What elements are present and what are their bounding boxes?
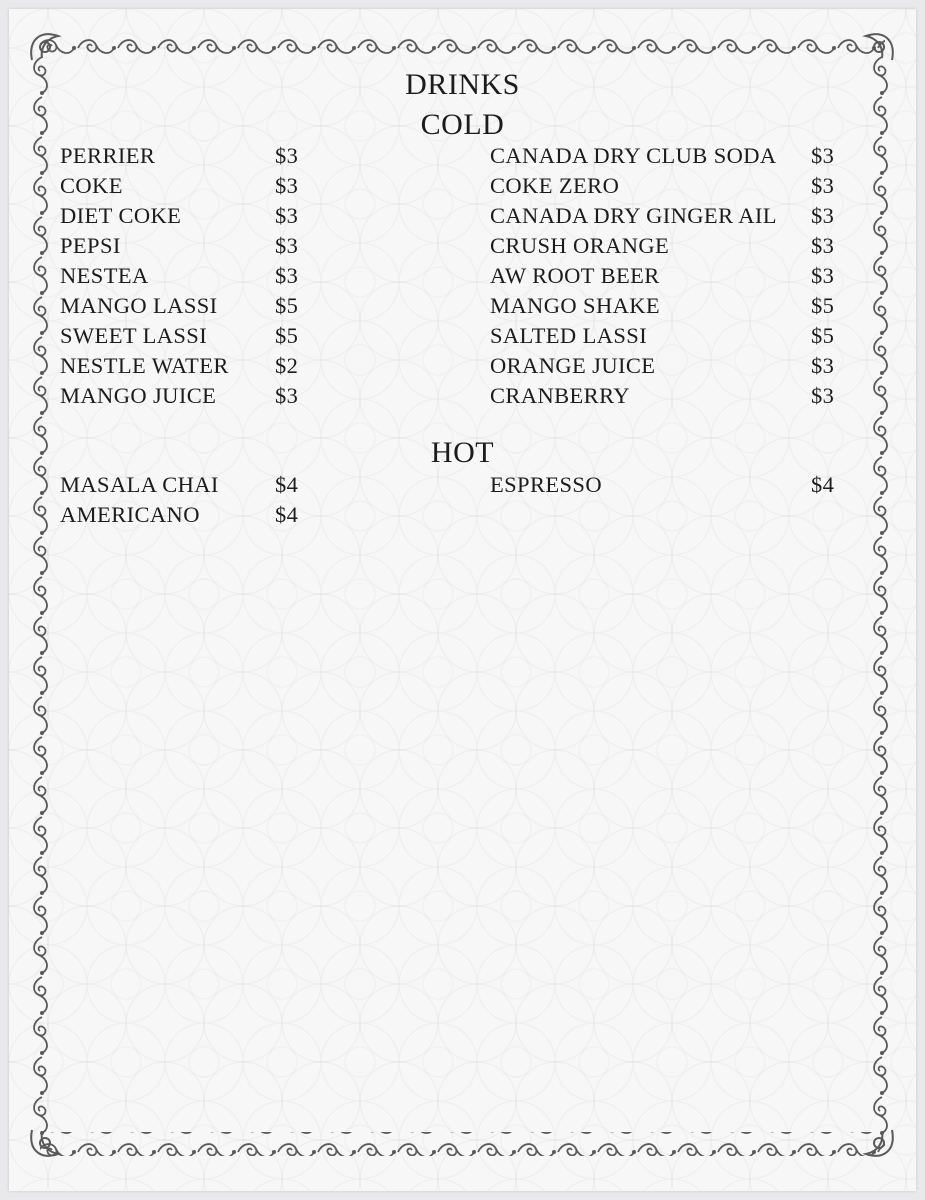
menu-item <box>490 171 840 201</box>
item-name: SWEET LASSI <box>60 323 208 348</box>
item-price: $3 <box>811 383 835 408</box>
item-price: $3 <box>811 173 835 198</box>
menu-item <box>60 261 300 291</box>
menu-item <box>60 470 300 500</box>
item-name: PEPSI <box>60 233 121 258</box>
menu-item <box>60 171 300 201</box>
item-name: PERRIER <box>60 143 156 168</box>
item-name: ESPRESSO <box>490 472 602 497</box>
menu-item <box>60 291 300 321</box>
item-price: $4 <box>275 472 299 497</box>
item-name: COKE ZERO <box>490 173 620 198</box>
item-name: CANADA DRY GINGER AIL <box>490 203 777 228</box>
menu-item <box>60 201 300 231</box>
item-price: $5 <box>811 293 835 318</box>
item-name: SALTED LASSI <box>490 323 648 348</box>
item-price: $3 <box>275 383 299 408</box>
item-price: $3 <box>275 263 299 288</box>
menu-item <box>60 141 300 171</box>
item-name: NESTLE WATER <box>60 353 229 378</box>
item-name: ORANGE JUICE <box>490 353 656 378</box>
menu-item <box>60 321 300 351</box>
item-name: CRANBERRY <box>490 383 630 408</box>
section-heading-cold: COLD <box>420 108 505 141</box>
menu-item <box>490 201 840 231</box>
menu-item <box>490 351 840 381</box>
item-price: $3 <box>275 233 299 258</box>
item-name: AMERICANO <box>60 502 200 527</box>
menu-item <box>60 231 300 261</box>
menu-item <box>60 381 300 411</box>
item-name: AW ROOT BEER <box>490 263 660 288</box>
menu-item <box>490 291 840 321</box>
item-price: $2 <box>275 353 299 378</box>
item-name: MANGO SHAKE <box>490 293 661 318</box>
item-price: $5 <box>811 323 835 348</box>
menu-item <box>490 321 840 351</box>
item-price: $4 <box>811 472 835 497</box>
menu-title: DRINKS <box>405 68 520 101</box>
menu-item <box>490 231 840 261</box>
item-price: $4 <box>275 502 299 527</box>
menu-item <box>60 351 300 381</box>
item-price: $5 <box>275 293 299 318</box>
menu-item <box>60 500 300 530</box>
item-price: $3 <box>811 353 835 378</box>
item-name: MANGO JUICE <box>60 383 217 408</box>
item-price: $3 <box>275 203 299 228</box>
item-price: $3 <box>275 173 299 198</box>
item-name: NESTEA <box>60 263 149 288</box>
menu-item <box>490 261 840 291</box>
item-name: COKE <box>60 173 123 198</box>
item-price: $3 <box>275 143 299 168</box>
item-name: CRUSH ORANGE <box>490 233 670 258</box>
menu-item <box>490 381 840 411</box>
item-price: $5 <box>275 323 299 348</box>
item-price: $3 <box>811 143 835 168</box>
item-name: MANGO LASSI <box>60 293 218 318</box>
item-price: $3 <box>811 263 835 288</box>
menu-item <box>490 141 840 171</box>
item-price: $3 <box>811 203 835 228</box>
item-name: CANADA DRY CLUB SODA <box>490 143 777 168</box>
item-price: $3 <box>811 233 835 258</box>
item-name: DIET COKE <box>60 203 182 228</box>
item-name: MASALA CHAI <box>60 472 219 497</box>
section-heading-hot: HOT <box>430 436 495 469</box>
menu-item <box>490 470 840 500</box>
